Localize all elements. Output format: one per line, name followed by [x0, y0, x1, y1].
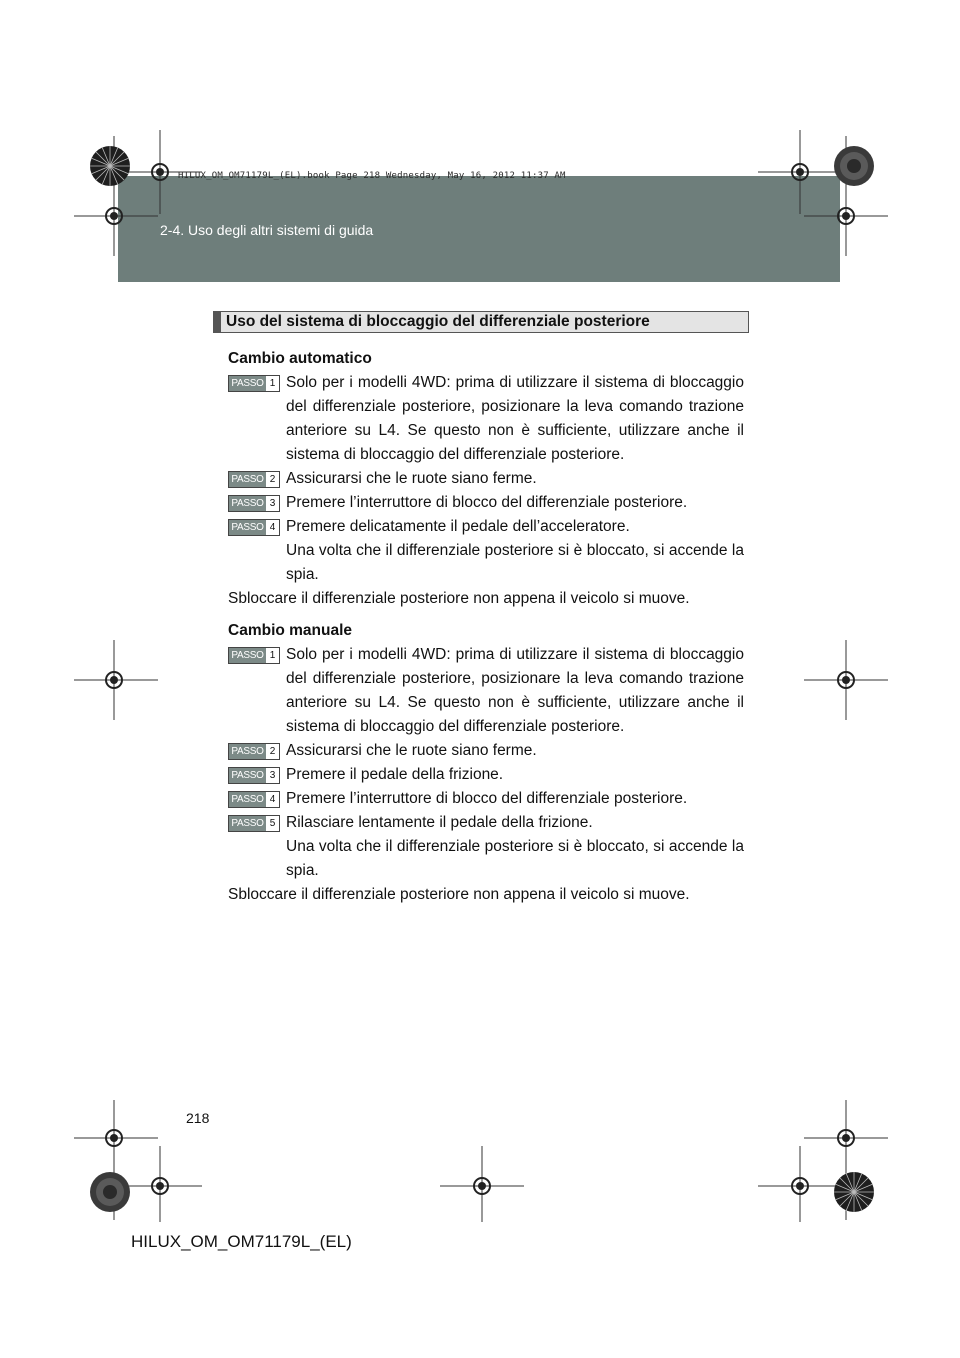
page-number: 218 [186, 1110, 210, 1126]
step-item [228, 763, 744, 787]
starburst-mark-icon [832, 144, 876, 188]
step-text [286, 515, 744, 587]
step-item [228, 371, 744, 467]
section-breadcrumb: 2-4. Uso degli altri sistemi di guida [160, 222, 374, 238]
step-text: Premere l’interruttore di blocco del differenziale posteriore. [286, 494, 688, 511]
starburst-mark-icon [88, 144, 132, 188]
automatic-note: Sbloccare il differenziale posteriore non appena il veicolo si muove. [228, 590, 690, 607]
step-text [286, 811, 744, 883]
starburst-mark-icon [88, 1170, 132, 1214]
step-text: Premere l’interruttore di blocco del differenziale posteriore. [286, 790, 688, 807]
step-text: Assicurarsi che le ruote siano ferme. [286, 742, 537, 759]
step-badge: PASSO 5 [228, 815, 280, 832]
step-text: Solo per i modelli 4WD: prima di utilizzare il sistema di bloccaggio del differenziale posteriore, posizionare la leva comando trazione anteriore su L4. Se questo non è sufficiente, utilizzare anche il sistema di bloccaggio del differenziale posteriore. [286, 374, 744, 463]
step-text: Assicurarsi che le ruote siano ferme. [286, 470, 537, 487]
starburst-mark-icon [832, 1170, 876, 1214]
step-main-text: Rilasciare lentamente il pedale della frizione. [286, 814, 593, 831]
book-info: HILUX_OM_OM71179L_(EL).book Page 218 Wednesday, May 16, 2012 11:37 AM [178, 171, 566, 181]
step-detail-text: Una volta che il differenziale posteriore si è bloccato, si accende la spia. [286, 838, 744, 879]
manual-note: Sbloccare il differenziale posteriore non appena il veicolo si muove. [228, 886, 690, 903]
step-item [228, 491, 744, 515]
section-title-bar [213, 311, 749, 333]
step-item [228, 739, 744, 763]
step-item [228, 515, 744, 587]
step-item [228, 811, 744, 883]
step-badge: PASSO 3 [228, 767, 280, 784]
registration-mark-icon [804, 640, 888, 720]
step-badge: PASSO 4 [228, 519, 280, 536]
step-badge: PASSO 1 [228, 647, 280, 664]
step-main-text: Premere delicatamente il pedale dell’acceleratore. [286, 518, 630, 535]
step-badge: PASSO 1 [228, 375, 280, 392]
step-badge: PASSO 4 [228, 791, 280, 808]
step-item [228, 467, 744, 491]
automatic-heading: Cambio automatico [228, 350, 372, 367]
step-badge: PASSO 3 [228, 495, 280, 512]
step-badge: PASSO 2 [228, 471, 280, 488]
step-item [228, 643, 744, 739]
content-body [228, 347, 744, 907]
section-title-accent [214, 312, 221, 332]
registration-mark-icon [74, 640, 158, 720]
manual-heading: Cambio manuale [228, 622, 353, 639]
step-detail-text: Una volta che il differenziale posteriore si è bloccato, si accende la spia. [286, 542, 744, 583]
registration-mark-icon [440, 1146, 524, 1222]
step-text: Solo per i modelli 4WD: prima di utilizzare il sistema di bloccaggio del differenziale posteriore, posizionare la leva comando trazione anteriore su L4. Se questo non è sufficiente, utilizzare anche il sistema di bloccaggio del differenziale posteriore. [286, 646, 744, 735]
step-badge: PASSO 2 [228, 743, 280, 760]
step-text: Premere il pedale della frizione. [286, 766, 504, 783]
step-item [228, 787, 744, 811]
section-title: Uso del sistema di bloccaggio del differenziale posteriore [226, 313, 650, 330]
footer-document-id: HILUX_OM_OM71179L_(EL) [131, 1232, 352, 1251]
